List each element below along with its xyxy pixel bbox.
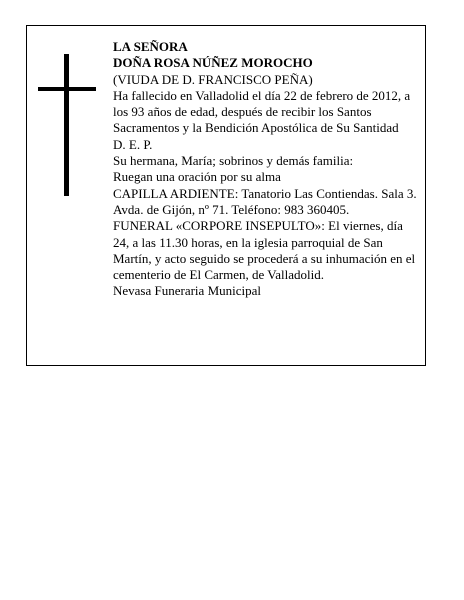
cross-icon: [38, 54, 96, 196]
notice-title-line1: LA SEÑORA: [113, 39, 188, 54]
chapel-paragraph: CAPILLA ARDIENTE: Tanatorio Las Contiendas. Sala 3. Avda. de Gijón, nº 71. Teléfono: 983 360405.: [113, 185, 417, 217]
family-line: Su hermana, María; sobrinos y demás familia:: [113, 153, 354, 169]
funeral-home-line: Nevasa Funeraria Municipal: [113, 283, 262, 299]
widow-of-line: (VIUDA DE D. FRANCISCO PEÑA): [113, 71, 313, 87]
obituary-notice: [26, 25, 426, 366]
death-paragraph: Ha fallecido en Valladolid el día 22 de febrero de 2012, a los 93 años de edad, después de recibir los Santos Sacramentos y la Bendición Apostólica de Su Santidad: [113, 87, 411, 136]
funeral-paragraph: FUNERAL «CORPORE INSEPULTO»: El viernes, día 24, a las 11.30 horas, en la iglesia parroquial de San Martín, y acto seguido se procederá a su inhumación en el cementerio de El Carmen, de Valladolid.: [113, 218, 416, 283]
deceased-name: DOÑA ROSA NÚÑEZ MOROCHO: [113, 55, 313, 71]
notice-text: [113, 39, 421, 300]
prayer-line: Ruegan una oración por su alma: [113, 169, 281, 185]
cross-horizontal-bar: [38, 87, 96, 91]
cross-vertical-bar: [64, 54, 69, 196]
rip-line: D. E. P.: [113, 136, 153, 152]
